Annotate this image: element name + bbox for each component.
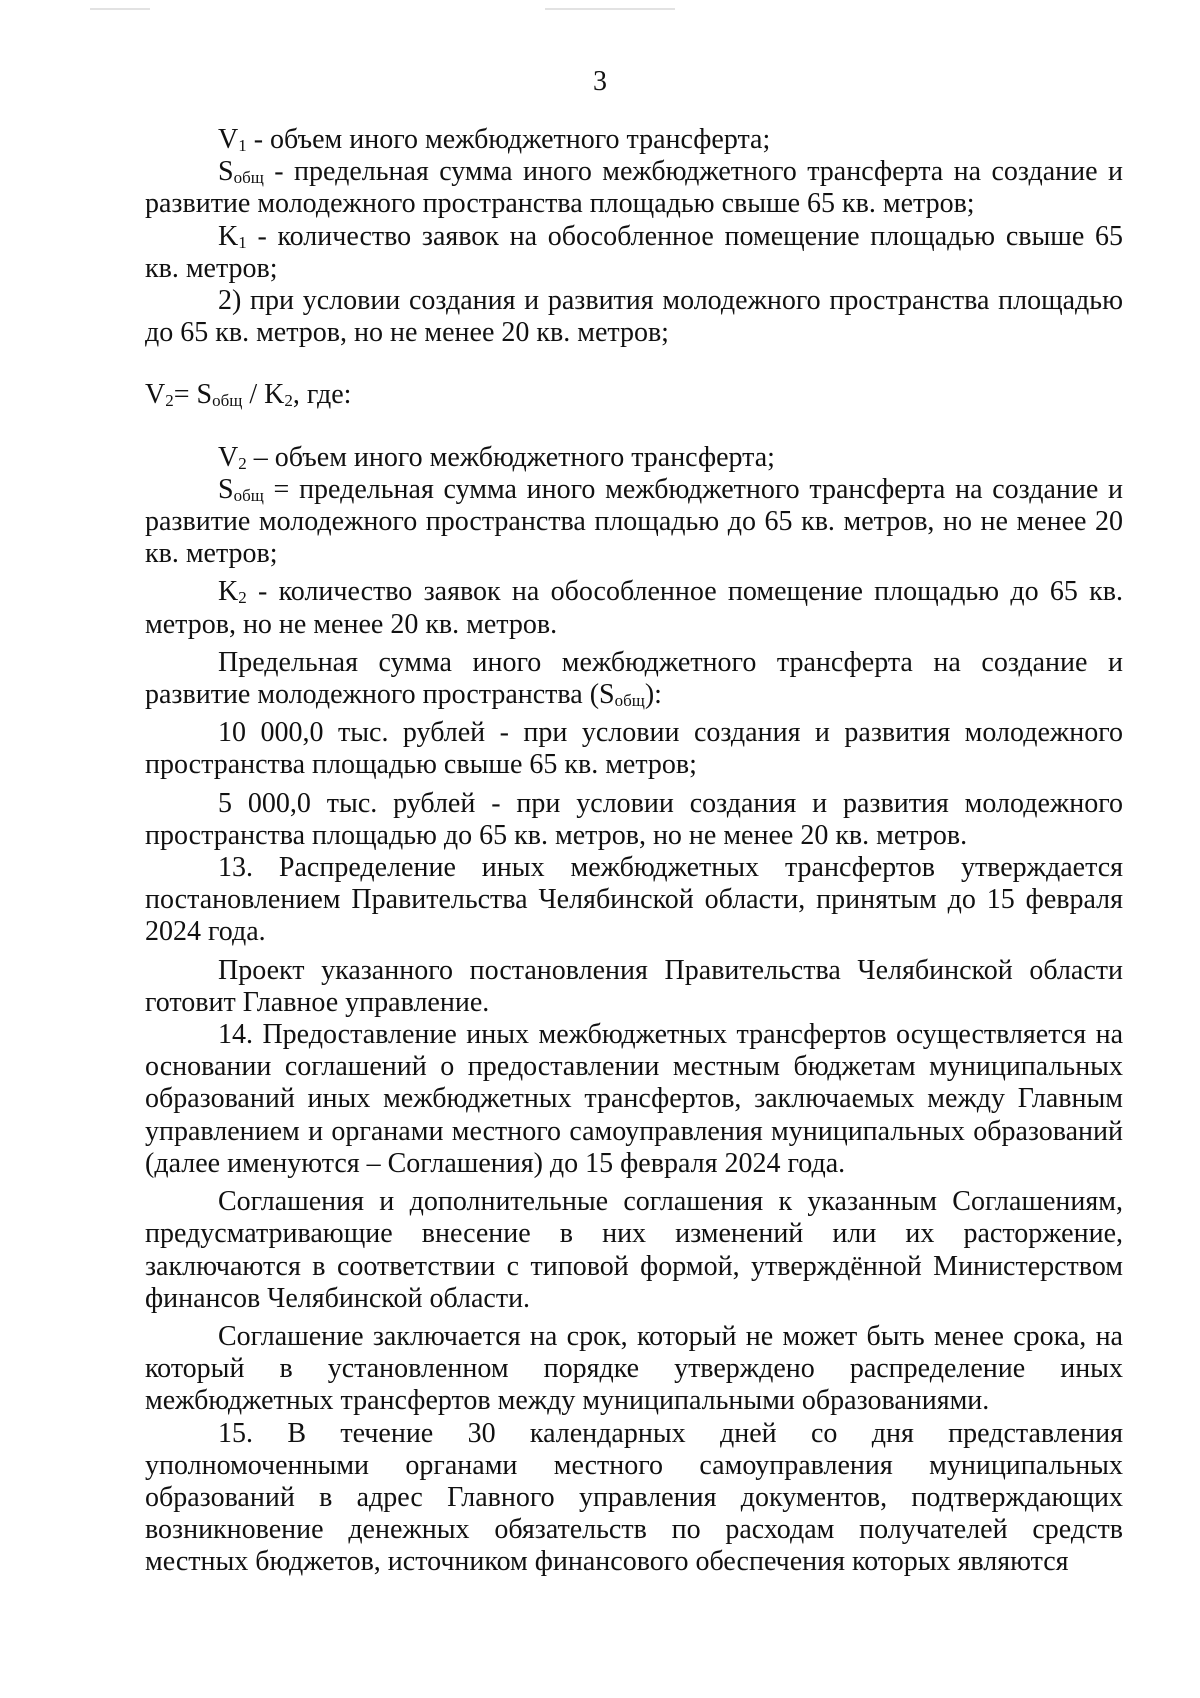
paragraph-agreements: Соглашения и дополнительные соглашения к указанным Соглашениям, предусматривающие внесение в них изменений или их расторжение, заключаются в соответствии с типовой формой, утверждённой Министерством финансов Челябинской области.: [145, 1186, 1123, 1314]
paragraph-s-total-definition: $S_{общ}$ - предельная сумма иного межбюджетного трансферта на создание и развитие молодежного пространства площадью свыше 65 кв. метров;: [145, 156, 1123, 220]
paragraph-draft-resolution: Проект указанного постановления Правительства Челябинской области готовит Главное управление.: [145, 954, 1123, 1018]
scan-artifact: [90, 8, 150, 10]
document-body: [145, 124, 1123, 1579]
paragraph-15: 15. В течение 30 календарных дней со дня представления уполномоченными органами местного самоуправления муниципальных образований в адрес Главного управления документов, подтверждающих возникновение денежных обязательств по расходам получателей средств местных бюджетов, источником финансового обеспечения которых являются: [145, 1417, 1123, 1578]
paragraph-v1-definition: $V_1$ - объем иного межбюджетного трансферта;: [218, 124, 771, 155]
paragraph-limit-5000: 5 000,0 тыс. рублей - при условии создания и развития молодежного пространства площадью до 65 кв. метров, но не менее 20 кв. метров.: [145, 787, 1123, 851]
scan-artifact: [545, 8, 675, 10]
paragraph-k1-definition: $K_1$ - количество заявок на обособленное помещение площадью свыше 65 кв. метров;: [145, 220, 1123, 284]
paragraph-14: 14. Предоставление иных межбюджетных трансфертов осуществляется на основании соглашений о предоставлении местным бюджетам муниципальных образований иных межбюджетных трансфертов, заключаемых между Главным управлением и органами местного самоуправления муниципальных образований (далее именуются – Соглашения) до 15 февраля 2024 года.: [145, 1019, 1123, 1179]
paragraph-13: 13. Распределение иных межбюджетных трансфертов утверждается постановлением Правительства Челябинской области, принятым до 15 февраля 2024 года.: [145, 852, 1123, 948]
page-number: 3: [593, 66, 607, 97]
paragraph-limit-10000: 10 000,0 тыс. рублей - при условии создания и развития молодежного пространства площадью свыше 65 кв. метров;: [145, 717, 1123, 781]
paragraph-agreement-term: Соглашение заключается на срок, который не может быть менее срока, на который в установленном порядке утверждено распределение иных межбюджетных трансфертов между муниципальными образованиями.: [145, 1320, 1123, 1417]
paragraph-s-total-definition-2: $S_{общ}$ = предельная сумма иного межбюджетного трансферта на создание и развитие молодежного пространства площадью до 65 кв. метров, но не менее 20 кв. метров;: [145, 473, 1123, 570]
paragraph-v2-definition: $V_2$ – объем иного межбюджетного трансферта;: [218, 441, 775, 473]
paragraph-limit-sum: Предельная сумма иного межбюджетного трансферта на создание и развитие молодежного пространства $(S_{общ})$:: [145, 646, 1123, 711]
paragraph-condition-2: 2) при условии создания и развития молодежного пространства площадью до 65 кв. метров, но не менее 20 кв. метров;: [145, 285, 1123, 349]
paragraph-k2-definition: $K_2$ - количество заявок на обособленное помещение площадью до 65 кв. метров, но не менее 20 кв. метров.: [145, 576, 1123, 640]
formula-v2: $V_2= S_{общ} / K_2$, где:: [145, 379, 352, 411]
